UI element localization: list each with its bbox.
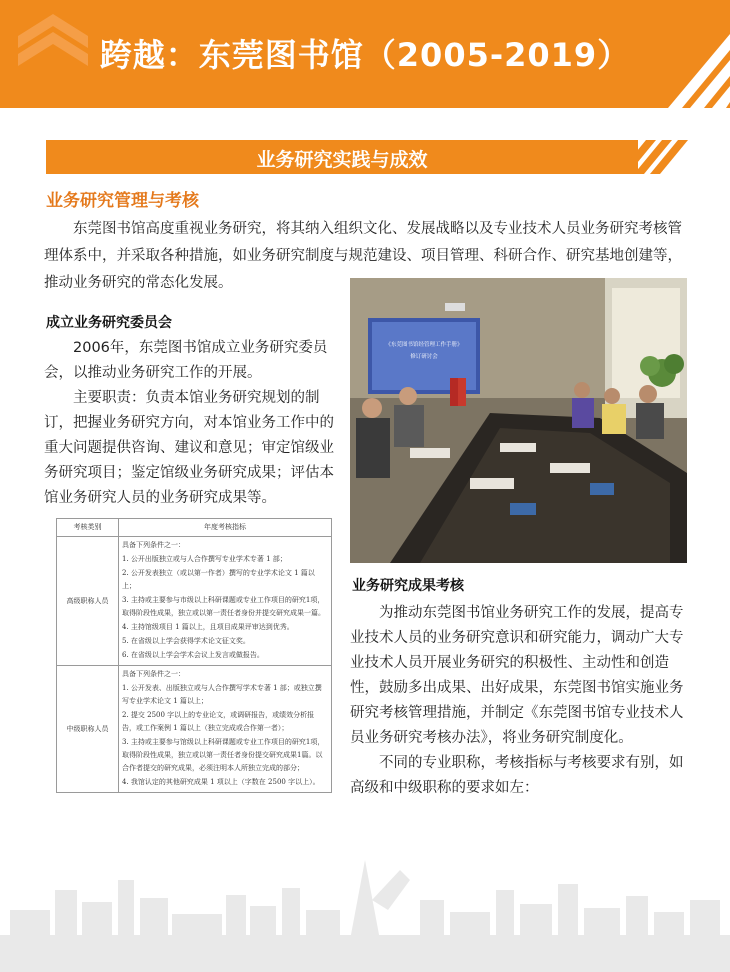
header-stripes-decoration [620,0,730,108]
screen-text-line2: 修订研讨会 [410,354,438,360]
assessment-table [56,518,332,793]
page-header [0,0,730,108]
table-row [57,666,332,793]
requirement-item: 1. 公开出版独立或与人合作撰写专业学术专著 1 部； [122,555,287,563]
table-cell-category: 高级职称人员 [57,537,119,666]
table-row [57,537,332,666]
requirement-item: 4. 我馆认定的其他研究成果 1 项以上（字数在 2500 字以上）。 [122,778,320,786]
intro-paragraph: 东莞图书馆高度重视业务研究，将其纳入组织文化、发展战略以及专业技术人员业务研究考核管理体系中，并采取各种措施，如业务研究制度与规范建设、项目管理、科研合作、研究基地创建等，推动业务研究的常态化发展。 [44,221,682,291]
section-title: 业务研究实践与成效 [256,149,428,171]
table-cell-category: 中级职称人员 [57,666,119,793]
requirement-item: 3. 主持或主要参与市级以上科研课题或专业工作项目的研究1项，取得阶段性成果，独立或以第一责任者身份并提交研究成果一篇。 [122,596,325,617]
committee-paragraph-1: 2006年，东莞图书馆成立业务研究委员会，以推动业务研究工作的开展。 [44,340,328,381]
city-skyline-watermark [0,840,730,972]
requirement-item: 3. 主持或主要参与馆级以上科研课题或专业工作项目的研究1项，取得阶段性成果，独立或以第一责任者身份提交研究成果1篇。以合作者提交的研究成果，必须注明本人所独立完成的部分； [122,738,325,772]
requirement-item: 4. 主持馆级项目 1 篇以上，且项目成果评审达到优秀。 [122,623,294,631]
requirement-item: 具备下列条件之一： [122,541,185,549]
table-header-category: 考核类别 [57,519,119,537]
table-header-row [57,519,332,537]
table-header-indicators: 年度考核指标 [119,519,332,537]
table-cell-requirements [119,666,332,793]
meeting-photo [350,278,687,563]
subheading-results: 业务研究成果考核 [352,578,464,594]
subheading-committee: 成立业务研究委员会 [46,315,172,331]
requirement-item: 1. 公开发表、出版独立或与人合作撰写学术专著 1 部；或独立撰写专业学术论文 1 篇以上； [122,684,322,705]
section-stripes-decoration [618,140,690,174]
requirement-item: 具备下列条件之一： [122,670,185,678]
meeting-scene-illustration [350,278,687,563]
committee-paragraph-2: 主要职责：负责本馆业务研究规划的制订，把握业务研究方向，对本馆业务工作中的重大问题提供咨询、建议和意见；审定馆级业务研究项目；鉴定馆级业务研究成果；评估本馆业务研究人员的业务研究成果等。 [44,390,334,506]
table-cell-requirements [119,537,332,666]
results-paragraph-1: 为推动东莞图书馆业务研究工作的发展，提高专业技术人员的业务研究意识和研究能力，调动广大专业技术人员开展业务研究的积极性、主动性和创造性，鼓励多出成果、出好成果，东莞图书馆实施业务研究考核管理措施，并制定《东莞图书馆专业技术人员业务研究考核办法》，将业务研究制度化。 [350,605,684,746]
requirement-item: 2. 公开发表独立（或以第一作者）撰写的专业学术论文 1 篇以上； [122,569,315,590]
subheading-management: 业务研究管理与考核 [46,191,199,211]
screen-text-line1: 《东莞图书馆经管理工作手册》 [385,342,463,348]
requirement-item: 2. 提交 2500 字以上的专业论文，或调研报告，或绩效分析报告，或工作案例 1 篇以上（独立完成或合作第一者）； [122,711,315,732]
section-title-bar [46,140,638,174]
requirement-item: 6. 在省级以上学会学术会议上发言或做报告。 [122,651,264,659]
page-title: 跨越：东莞图书馆（2005-2019） [99,36,631,74]
requirement-item: 5. 在省级以上学会获得学术论文征文奖。 [122,637,250,645]
results-paragraph-2: 不同的专业职称，考核指标与考核要求有别，如高级和中级职称的要求如左： [350,755,684,796]
